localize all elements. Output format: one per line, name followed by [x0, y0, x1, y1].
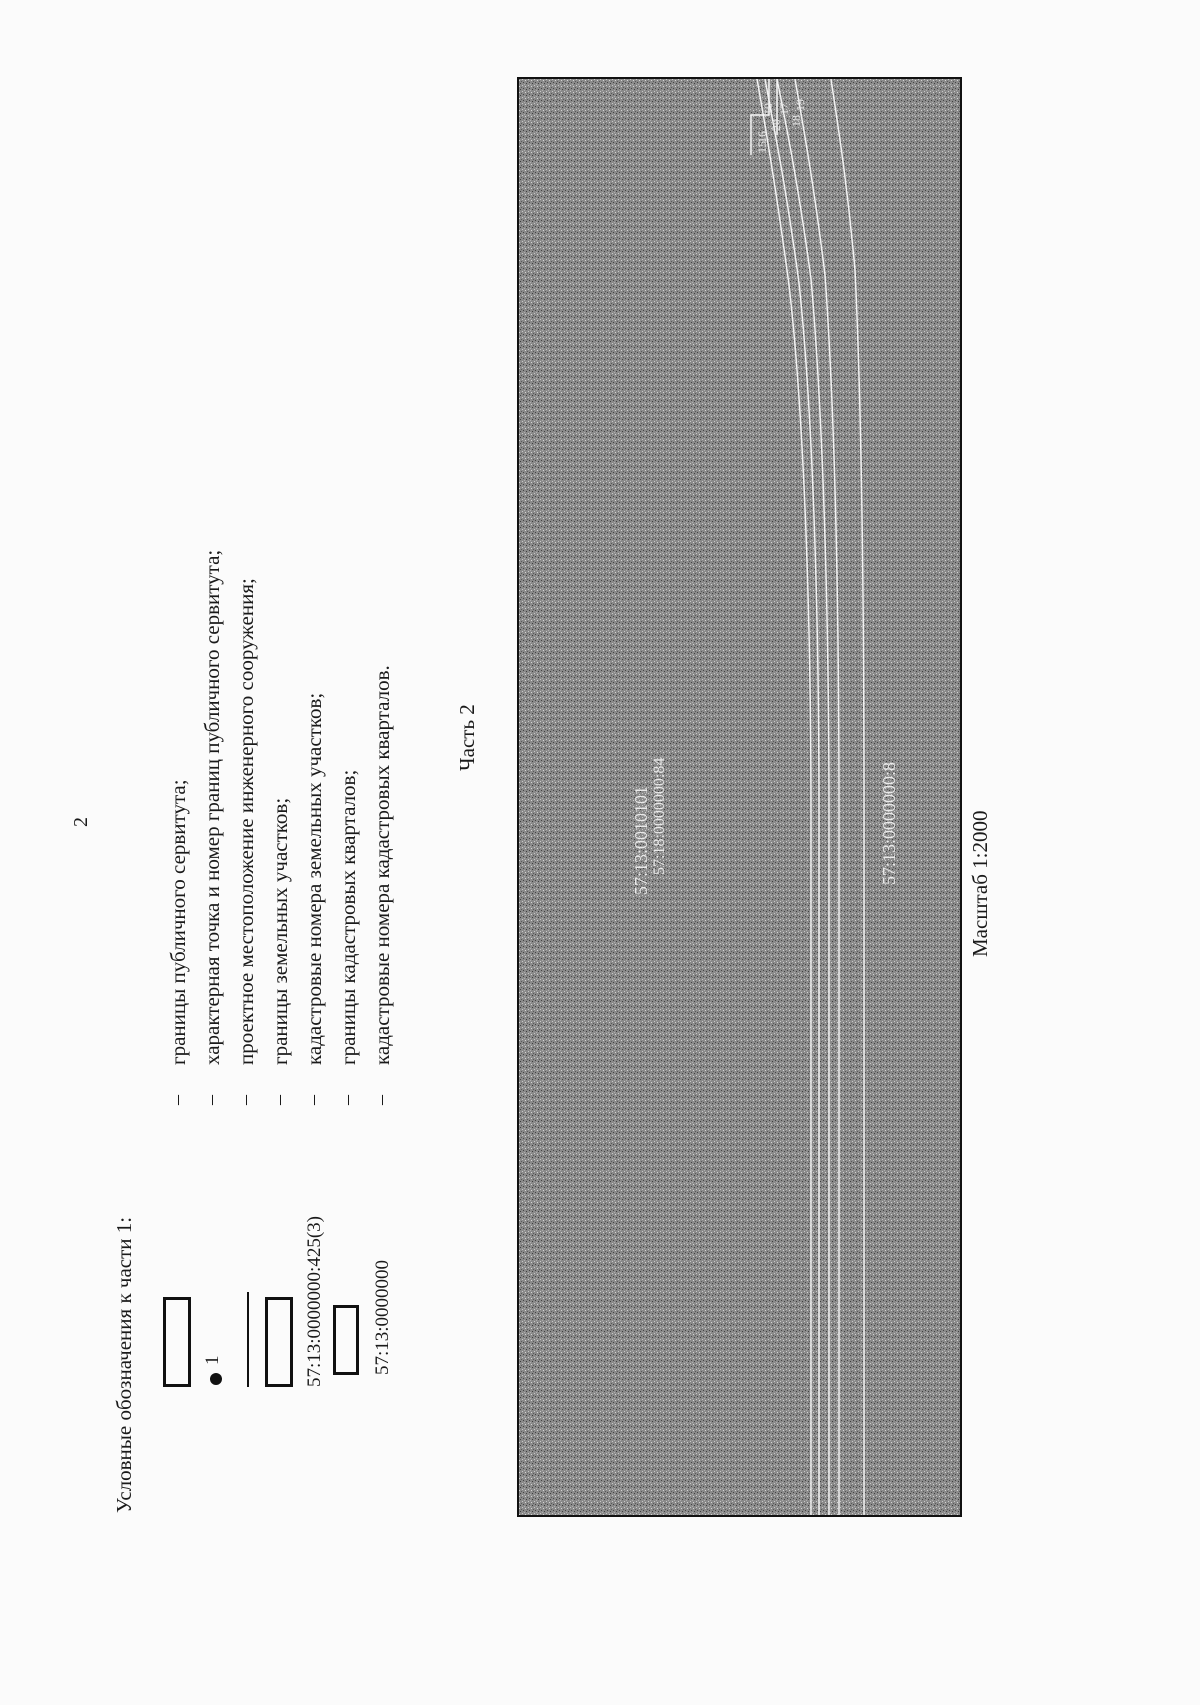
point-number-label: 20 — [769, 119, 783, 131]
legend-title: Условные обозначения к части 1: — [112, 1216, 136, 1513]
line-symbol-icon — [247, 1292, 249, 1387]
point-dot-icon — [210, 1373, 222, 1385]
point-number-label: 16 — [755, 131, 769, 143]
scale-label: Масштаб 1:2000 — [968, 810, 992, 957]
legend-dash: – — [200, 1095, 222, 1105]
legend-item-quarter-number — [370, 0, 398, 1705]
legend-dash: – — [370, 1095, 392, 1105]
legend-item-engineering-structure — [234, 0, 262, 1705]
box-symbol-icon — [265, 1297, 293, 1387]
legend-item-land-plot-border — [268, 0, 296, 1705]
legend-item-characteristic-point — [200, 0, 228, 1705]
legend-text: границы публичного сервитута; — [166, 779, 190, 1065]
part-title: Часть 2 — [455, 704, 479, 771]
cadastral-quarter-sample: 57:13:0000000 — [372, 1259, 393, 1375]
land-plot-label: 57:13:0000000:8 — [879, 761, 899, 885]
legend-text: проектное местоположение инженерного сооружения; — [234, 578, 258, 1065]
legend-item-land-plot-number — [302, 0, 330, 1705]
legend-dash: – — [268, 1095, 290, 1105]
point-number-label: 15 — [755, 141, 769, 153]
cadastral-number-sample: 57:13:0000000:425(3) — [304, 1216, 325, 1387]
point-number-label: 18 — [789, 115, 803, 127]
legend-dash: – — [234, 1095, 256, 1105]
legend-dash: – — [336, 1095, 358, 1105]
legend-dash: – — [302, 1095, 324, 1105]
point-number-label: 10 — [761, 103, 775, 115]
point-number: 1 — [202, 1355, 223, 1365]
legend-text: кадастровые номера земельных участков; — [302, 692, 326, 1065]
legend-text: границы земельных участков; — [268, 797, 292, 1065]
legend-dash: – — [166, 1095, 188, 1105]
legend-item-quarter-border — [336, 0, 364, 1705]
land-plot-label: 57:18:0000000:84 — [651, 757, 668, 875]
cadastral-quarter-label: 57:13:0010101 — [631, 785, 651, 895]
cadastral-map — [517, 77, 962, 1517]
point-number-label: 19 — [793, 99, 807, 111]
box-symbol-icon — [333, 1305, 359, 1375]
page-number: 2 — [70, 817, 92, 827]
legend-text: кадастровые номера кадастровых кварталов. — [370, 665, 394, 1065]
legend-text: характерная точка и номер границ публичного сервитута; — [200, 549, 224, 1065]
legend-text: границы кадастровых кварталов; — [336, 769, 360, 1065]
box-symbol-icon — [163, 1297, 191, 1387]
point-number-label: 17 — [777, 103, 791, 115]
legend-item-servitude-border — [166, 0, 194, 1705]
